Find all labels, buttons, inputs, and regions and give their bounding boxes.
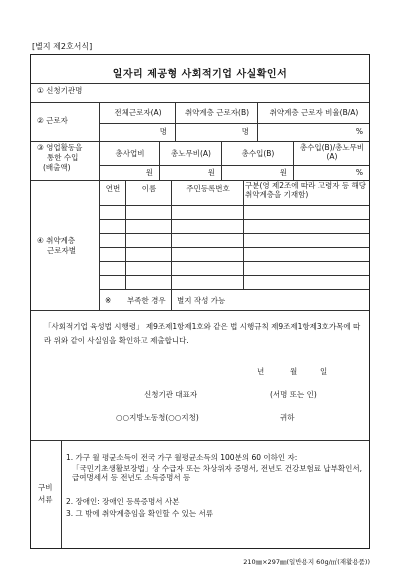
revenue-label-line3: (배출액): [43, 163, 71, 172]
signature-placeholder: (서명 또는 인): [270, 390, 317, 399]
date-month: 월: [290, 367, 298, 376]
project-cost-unit: 원: [145, 168, 153, 177]
total-project-cost-header: 총사업비: [115, 149, 145, 158]
attachment-item-1-detail: 「국민기초생활보장법」상 수급자 또는 차상위자 증명서, 전년도 건강보험료 납부확인서, 급여명세서 등 전년도 소득증명서 등: [72, 464, 363, 482]
recipient-suffix: 귀하: [280, 413, 295, 422]
name-header: 이름: [141, 184, 157, 193]
vulnerable-workers-header: 취약계층 근로자(B): [184, 108, 250, 117]
income-labor-ratio-header: 총수입(B)/총노무비(A): [299, 143, 365, 161]
applicant-label: ① 신청기관명: [37, 86, 83, 95]
attachments-label-2: 서류: [38, 495, 53, 504]
recipient-office: ○○지방노동청(○○지청): [116, 413, 199, 422]
form-title: 일자리 제공형 사회적기업 사실확인서: [112, 69, 288, 80]
vulnerable-workers-unit: 명: [241, 127, 249, 136]
attachments-label-1: 구비: [38, 483, 53, 492]
date-day: 일: [320, 367, 328, 376]
declaration-text: 「사회적기업 육성법 시행령」 제9조제1항제1호와 같은 법 시행규칙 제9조제1항제3호가목에 따라 위와 같이 사실임을 확인하고 제출합니다.: [44, 322, 361, 345]
total-workers-unit: 명: [159, 127, 167, 136]
attachment-item-3: 3. 그 밖에 취약계층임을 확인할 수 있는 서류: [66, 509, 214, 518]
income-unit: 원: [279, 168, 287, 177]
signer-label: 신청기관 대표자: [144, 390, 198, 399]
total-workers-header: 전체근로자(A): [114, 108, 162, 117]
ratio-unit: %: [355, 168, 363, 177]
paper-spec: 210㎜×297㎜(일반용지 60g/㎡(재활용품)): [243, 558, 370, 566]
total-income-header: 총수입(B): [241, 149, 275, 158]
labor-cost-unit: 원: [207, 168, 215, 177]
resident-number-header: 주민등록번호: [186, 184, 230, 193]
vulnerable-ratio-unit: %: [355, 127, 363, 136]
attachment-item-1: 1. 가구 월 평균소득이 전국 가구 월평균소득의 100분의 60 이하인 자:: [66, 453, 298, 462]
note-text-2: 별지 작성 가능: [177, 296, 226, 305]
attachment-item-2: 2. 장애인: 장애인 등록증명서 사본: [66, 497, 180, 506]
revenue-label-line1: ③ 영업활동을: [37, 143, 83, 152]
vulnerable-workers-section-label-2: 근로자별: [47, 246, 76, 255]
revenue-label-line2: 통한 수입: [47, 153, 79, 162]
vulnerable-workers-section-label-1: ④ 취약계층: [37, 236, 76, 245]
workers-label: ② 근로자: [37, 116, 68, 125]
total-labor-cost-header: 총노무비(A): [171, 149, 211, 158]
seq-header: 연번: [105, 184, 121, 193]
vulnerable-ratio-header: 취약계층 근로자 비율(B/A): [269, 108, 359, 117]
category-header: 구분(영 제2조에 따라 고령자 등 해당 취약계층을 기재함): [245, 181, 367, 199]
form-label: [별지 제2호서식]: [32, 42, 93, 51]
note-text: 부족한 경우: [127, 296, 166, 305]
date-year: 년: [257, 367, 265, 376]
note-mark: ※: [105, 296, 112, 305]
